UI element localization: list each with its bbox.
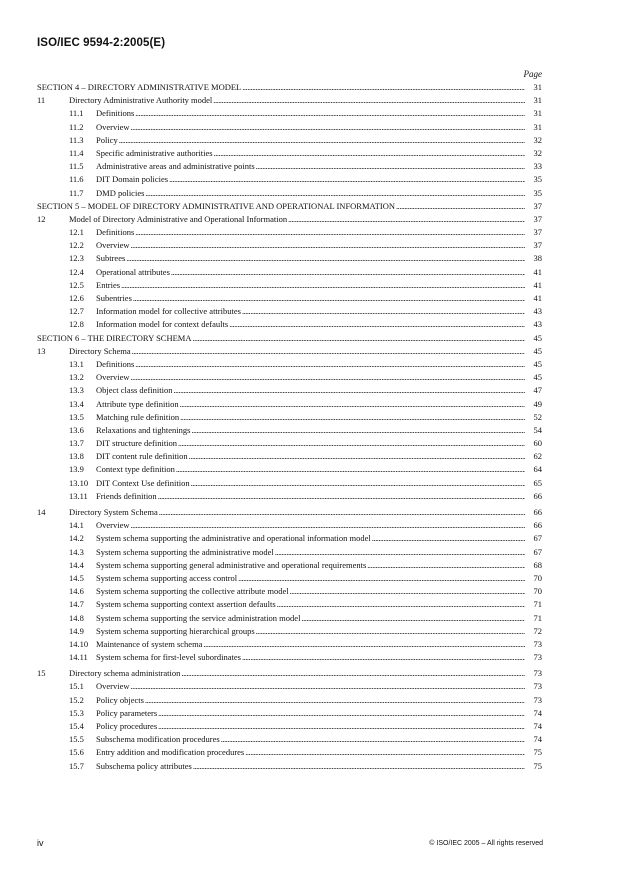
- toc-entry-title: Matching rule definition: [96, 411, 180, 422]
- toc-dot-leader: [396, 200, 525, 213]
- toc-entry-page: 49: [533, 398, 542, 409]
- toc-entry-title: DIT Context Use definition: [96, 477, 190, 488]
- toc-entry-number: 12.4: [69, 266, 84, 277]
- toc-entry-number: 12.3: [69, 253, 84, 264]
- toc-dot-leader: [180, 398, 525, 411]
- toc-entry-number: 15.6: [69, 747, 84, 758]
- toc-entry-title: DIT structure definition: [96, 438, 178, 449]
- toc-dot-leader: [135, 226, 525, 239]
- toc-subclause-entry[interactable]: [37, 733, 542, 746]
- toc-entry-number: 12.1: [69, 227, 84, 238]
- toc-entry-page: 45: [533, 358, 542, 369]
- toc-subclause-entry[interactable]: [37, 490, 542, 503]
- toc-entry-title: Operational attributes: [96, 266, 170, 277]
- toc-entry-title: Subschema policy attributes: [96, 760, 192, 771]
- toc-subclause-entry[interactable]: [37, 121, 542, 134]
- toc-entry-page: 73: [533, 681, 542, 692]
- toc-dot-leader: [132, 345, 525, 358]
- toc-subclause-entry[interactable]: [37, 424, 542, 437]
- toc-subclause-entry[interactable]: [37, 173, 542, 186]
- toc-entry-number: 11.3: [69, 134, 84, 145]
- toc-clause-entry[interactable]: [37, 506, 542, 519]
- toc-entry-page: 71: [533, 599, 542, 610]
- toc-entry-page: 66: [533, 507, 542, 517]
- toc-entry-number: 12.2: [69, 240, 84, 251]
- toc-entry-title: SECTION 4 – DIRECTORY ADMINISTRATIVE MODEL: [37, 82, 242, 92]
- toc-entry-number: 11.6: [69, 174, 84, 185]
- toc-entry-number: 13.7: [69, 438, 84, 449]
- toc-entry-title: Overview: [96, 372, 130, 383]
- toc-entry-number: 13.3: [69, 385, 84, 396]
- toc-entry-number: 15.7: [69, 760, 84, 771]
- toc-subclause-entry[interactable]: [37, 107, 542, 120]
- toc-dot-leader: [178, 437, 525, 450]
- toc-subclause-entry[interactable]: [37, 598, 542, 611]
- toc-subclause-entry[interactable]: [37, 147, 542, 160]
- toc-dot-leader: [131, 371, 525, 384]
- footer-copyright: © ISO/IEC 2005 – All rights reserved: [429, 840, 543, 847]
- toc-subclause-entry[interactable]: [37, 707, 542, 720]
- toc-entry-title: Model of Directory Administrative and Operational Information: [69, 213, 288, 224]
- toc-entry-page: 43: [533, 306, 542, 317]
- toc-subclause-entry[interactable]: [37, 694, 542, 707]
- toc-dot-leader: [169, 173, 525, 186]
- toc-entry-title: Entry addition and modification procedures: [96, 747, 245, 758]
- toc-dot-leader: [121, 279, 525, 292]
- toc-dot-leader: [256, 625, 525, 638]
- toc-dot-leader: [171, 266, 525, 279]
- toc-subclause-entry[interactable]: [37, 746, 542, 759]
- toc-entry-page: 37: [533, 200, 542, 211]
- toc-entry-title: Object class definition: [96, 385, 173, 396]
- toc-entry-number: 13.9: [69, 464, 84, 475]
- toc-dot-leader: [145, 187, 525, 200]
- toc-entry-page: 74: [533, 734, 542, 745]
- toc-clause-entry[interactable]: [37, 213, 542, 226]
- toc-subclause-entry[interactable]: [37, 463, 542, 476]
- toc-entry-title: Policy parameters: [96, 707, 158, 718]
- toc-entry-number: 13.2: [69, 372, 84, 383]
- toc-entry-title: System schema supporting the collective attribute model: [96, 586, 289, 597]
- toc-entry-page: 68: [533, 559, 542, 570]
- toc-entry-title: Attribute type definition: [96, 398, 179, 409]
- toc-entry-title: SECTION 6 – THE DIRECTORY SCHEMA: [37, 332, 192, 343]
- toc-entry-page: 70: [533, 572, 542, 583]
- toc-subclause-entry[interactable]: [37, 720, 542, 733]
- toc-dot-leader: [119, 134, 525, 147]
- toc-subclause-entry[interactable]: [37, 411, 542, 424]
- toc-dot-leader: [191, 477, 525, 490]
- toc-entry-title: Maintenance of system schema: [96, 638, 203, 649]
- toc-subclause-entry[interactable]: [37, 134, 542, 147]
- toc-subclause-entry[interactable]: [37, 398, 542, 411]
- toc-subclause-entry[interactable]: [37, 358, 542, 371]
- toc-dot-leader: [131, 121, 525, 134]
- toc-dot-leader: [191, 424, 525, 437]
- toc-entry-number: 14.8: [69, 612, 84, 623]
- toc-dot-leader: [131, 519, 525, 532]
- toc-entry-number: 12: [37, 213, 46, 224]
- toc-entry-number: 14.5: [69, 572, 84, 583]
- toc-entry-number: 11.5: [69, 161, 84, 172]
- toc-entry-page: 35: [533, 174, 542, 185]
- toc-clause-entry[interactable]: [37, 667, 542, 680]
- toc-entry-page: 72: [533, 625, 542, 636]
- toc-entry-title: Information model for context defaults: [96, 319, 229, 330]
- toc-entry-number: 13.8: [69, 451, 84, 462]
- toc-subclause-entry[interactable]: [37, 612, 542, 625]
- toc-entry-title: Context type definition: [96, 464, 175, 475]
- toc-entry-title: Directory Administrative Authority model: [69, 95, 213, 106]
- toc-entry-number: 13.11: [69, 490, 88, 501]
- toc-entry-page: 75: [533, 747, 542, 758]
- toc-entry-page: 37: [533, 213, 542, 224]
- toc-entry-page: 38: [533, 253, 542, 264]
- toc-dot-leader: [256, 160, 525, 173]
- toc-entry-title: Overview: [96, 240, 130, 251]
- toc-entry-page: 47: [533, 385, 542, 396]
- toc-dot-leader: [193, 760, 525, 773]
- toc-dot-leader: [173, 384, 525, 397]
- toc-clause-entry[interactable]: [37, 94, 542, 107]
- toc-entry-number: 15.3: [69, 707, 84, 718]
- toc-entry-title: System schema supporting the administrative model: [96, 546, 274, 557]
- toc-entry-page: 31: [533, 82, 542, 92]
- toc-entry-page: 66: [533, 520, 542, 531]
- toc-subclause-entry[interactable]: [37, 371, 542, 384]
- toc-subclause-entry[interactable]: [37, 477, 542, 490]
- toc-dot-leader: [158, 720, 525, 733]
- toc-entry-title: DIT Domain policies: [96, 174, 169, 185]
- toc-subclause-entry[interactable]: [37, 625, 542, 638]
- toc-entry-number: 15.2: [69, 694, 84, 705]
- toc-dot-leader: [301, 612, 525, 625]
- toc-entry-title: Policy objects: [96, 694, 144, 705]
- toc-entry-title: DIT content rule definition: [96, 451, 188, 462]
- toc-entry-page: 37: [533, 227, 542, 238]
- toc-entry-number: 11.4: [69, 147, 84, 158]
- toc-entry-page: 73: [533, 638, 542, 649]
- toc-entry-title: Policy: [96, 134, 118, 145]
- toc-subclause-entry[interactable]: [37, 450, 542, 463]
- toc-entry-page: 41: [533, 293, 542, 303]
- toc-entry-page: 65: [533, 477, 542, 488]
- toc-entry-title: Friends definition: [96, 490, 157, 501]
- toc-entry-number: 14.9: [69, 625, 84, 636]
- toc-entry-number: 14.7: [69, 599, 84, 610]
- toc-subclause-entry[interactable]: [37, 559, 542, 572]
- toc-entry-number: 14.10: [69, 638, 89, 649]
- toc-entry-title: Directory System Schema: [69, 507, 158, 517]
- toc-entry-number: 12.5: [69, 279, 84, 290]
- toc-entry-title: SECTION 5 – MODEL OF DIRECTORY ADMINISTRATIVE AND OPERATIONAL INFORMATION: [37, 200, 396, 211]
- toc-entry-number: 12.8: [69, 319, 84, 330]
- toc-entry-title: System schema supporting access control: [96, 572, 238, 583]
- toc-dot-leader: [131, 239, 525, 252]
- toc-entry-title: Policy procedures: [96, 721, 158, 731]
- toc-dot-leader: [126, 252, 525, 265]
- toc-entry-title: Information model for collective attributes: [96, 306, 241, 317]
- toc-dot-leader: [275, 546, 525, 559]
- toc-dot-leader: [372, 532, 525, 545]
- toc-entry-number: 11.2: [69, 121, 84, 132]
- toc-dot-leader: [189, 450, 525, 463]
- toc-dot-leader: [229, 318, 525, 331]
- toc-entry-title: Administrative areas and administrative points: [96, 161, 255, 172]
- toc-dot-leader: [277, 598, 525, 611]
- toc-entry-number: 11.7: [69, 187, 84, 198]
- document-id-header: ISO/IEC 9594-2:2005(E): [37, 37, 166, 49]
- toc-entry-page: 74: [533, 721, 542, 731]
- toc-entry-number: 13.4: [69, 398, 84, 409]
- toc-dot-leader: [133, 292, 525, 305]
- toc-entry-number: 13.5: [69, 411, 84, 422]
- toc-entry-title: System schema supporting context assertion defaults: [96, 599, 276, 610]
- toc-entry-title: System schema for first-level subordinates: [96, 652, 241, 663]
- toc-entry-page: 60: [533, 438, 542, 449]
- toc-entry-page: 31: [533, 95, 542, 106]
- toc-entry-page: 37: [533, 240, 542, 251]
- toc-entry-number: 11: [37, 95, 46, 106]
- toc-entry-title: Directory schema administration: [69, 668, 181, 679]
- toc-dot-leader: [221, 733, 525, 746]
- toc-dot-leader: [135, 107, 525, 120]
- toc-subclause-entry[interactable]: [37, 239, 542, 252]
- toc-entry-number: 13.10: [69, 477, 89, 488]
- toc-dot-leader: [367, 559, 525, 572]
- toc-dot-leader: [203, 638, 525, 651]
- toc-dot-leader: [145, 694, 525, 707]
- toc-entry-page: 67: [533, 533, 542, 544]
- toc-subclause-entry[interactable]: [37, 651, 542, 664]
- toc-subclause-entry[interactable]: [37, 187, 542, 200]
- toc-dot-leader: [242, 651, 525, 664]
- toc-dot-leader: [131, 680, 525, 693]
- page-column-label: Page: [523, 69, 542, 79]
- toc-entry-title: Subentries: [96, 293, 132, 303]
- toc-dot-leader: [180, 411, 525, 424]
- toc-dot-leader: [288, 213, 525, 226]
- toc-entry-title: Definitions: [96, 108, 135, 119]
- toc-entry-page: 32: [533, 147, 542, 158]
- toc-entry-page: 41: [533, 266, 542, 277]
- toc-section-entry[interactable]: [37, 332, 542, 345]
- toc-subclause-entry[interactable]: [37, 760, 542, 773]
- toc-subclause-entry[interactable]: [37, 384, 542, 397]
- toc-entry-page: 73: [533, 668, 542, 679]
- toc-entry-title: System schema supporting hierarchical groups: [96, 625, 255, 636]
- toc-dot-leader: [245, 746, 525, 759]
- toc-entry-number: 11.1: [69, 108, 84, 119]
- toc-entry-number: 13.6: [69, 424, 84, 435]
- table-of-contents: [37, 81, 542, 773]
- toc-entry-number: 14.6: [69, 586, 84, 597]
- toc-section-entry[interactable]: [37, 200, 542, 213]
- toc-dot-leader: [135, 358, 525, 371]
- toc-entry-number: 14.4: [69, 559, 84, 570]
- toc-entry-page: 35: [533, 187, 542, 198]
- toc-entry-page: 31: [533, 121, 542, 132]
- toc-entry-title: System schema supporting the service administration model: [96, 612, 301, 623]
- toc-dot-leader: [193, 332, 525, 345]
- toc-subclause-entry[interactable]: [37, 279, 542, 292]
- toc-subclause-entry[interactable]: [37, 266, 542, 279]
- toc-dot-leader: [213, 94, 525, 107]
- toc-entry-number: 15.4: [69, 721, 84, 731]
- toc-entry-page: 54: [533, 424, 542, 435]
- toc-entry-title: Directory Schema: [69, 345, 131, 356]
- toc-subclause-entry[interactable]: [37, 226, 542, 239]
- toc-dot-leader: [242, 305, 525, 318]
- toc-entry-page: 43: [533, 319, 542, 330]
- toc-entry-title: Overview: [96, 681, 130, 692]
- toc-subclause-entry[interactable]: [37, 572, 542, 585]
- toc-entry-page: 45: [533, 345, 542, 356]
- toc-entry-number: 14: [37, 507, 46, 517]
- toc-subclause-entry[interactable]: [37, 305, 542, 318]
- toc-entry-title: System schema supporting general administrative and operational requirements: [96, 559, 367, 570]
- toc-subclause-entry[interactable]: [37, 318, 542, 331]
- toc-entry-page: 52: [533, 411, 542, 422]
- toc-subclause-entry[interactable]: [37, 546, 542, 559]
- toc-entry-page: 71: [533, 612, 542, 623]
- toc-dot-leader: [242, 81, 525, 94]
- toc-entry-page: 45: [533, 372, 542, 383]
- toc-entry-page: 73: [533, 694, 542, 705]
- toc-entry-title: Specific administrative authorities: [96, 147, 213, 158]
- toc-dot-leader: [238, 572, 525, 585]
- toc-entry-page: 75: [533, 760, 542, 771]
- toc-entry-page: 67: [533, 546, 542, 557]
- toc-entry-number: 15: [37, 668, 46, 679]
- toc-dot-leader: [158, 707, 525, 720]
- toc-entry-number: 13: [37, 345, 46, 356]
- toc-entry-number: 14.1: [69, 520, 84, 531]
- toc-dot-leader: [214, 147, 525, 160]
- toc-entry-page: 70: [533, 586, 542, 597]
- toc-dot-leader: [176, 463, 525, 476]
- toc-entry-page: 66: [533, 490, 542, 501]
- toc-entry-number: 14.11: [69, 652, 88, 663]
- toc-dot-leader: [290, 585, 525, 598]
- toc-entry-number: 13.1: [69, 358, 84, 369]
- toc-entry-number: 14.3: [69, 546, 84, 557]
- toc-entry-title: Relaxations and tightenings: [96, 424, 191, 435]
- toc-entry-number: 12.7: [69, 306, 84, 317]
- toc-entry-page: 32: [533, 134, 542, 145]
- toc-entry-number: 12.6: [69, 293, 84, 303]
- toc-entry-number: 15.5: [69, 734, 84, 745]
- toc-dot-leader: [159, 506, 525, 519]
- toc-subclause-entry[interactable]: [37, 437, 542, 450]
- toc-entry-title: DMD policies: [96, 187, 145, 198]
- toc-entry-page: 33: [533, 161, 542, 172]
- toc-entry-number: 15.1: [69, 681, 84, 692]
- toc-subclause-entry[interactable]: [37, 519, 542, 532]
- toc-entry-page: 64: [533, 464, 542, 475]
- toc-entry-title: Subtrees: [96, 253, 126, 264]
- toc-clause-entry[interactable]: [37, 345, 542, 358]
- toc-section-entry[interactable]: [37, 81, 542, 94]
- toc-entry-page: 31: [533, 108, 542, 119]
- toc-entry-page: 45: [533, 332, 542, 343]
- toc-entry-page: 74: [533, 707, 542, 718]
- toc-dot-leader: [181, 667, 525, 680]
- toc-entry-title: Overview: [96, 121, 130, 132]
- toc-subclause-entry[interactable]: [37, 638, 542, 651]
- toc-entry-title: Entries: [96, 279, 121, 290]
- toc-subclause-entry[interactable]: [37, 252, 542, 265]
- toc-subclause-entry[interactable]: [37, 585, 542, 598]
- toc-entry-title: Overview: [96, 520, 130, 531]
- toc-entry-page: 62: [533, 451, 542, 462]
- toc-subclause-entry[interactable]: [37, 292, 542, 305]
- toc-entry-number: 14.2: [69, 533, 84, 544]
- toc-subclause-entry[interactable]: [37, 160, 542, 173]
- toc-entry-title: Definitions: [96, 227, 135, 238]
- toc-dot-leader: [158, 490, 525, 503]
- toc-entry-title: Subschema modification procedures: [96, 734, 220, 745]
- toc-entry-page: 41: [533, 279, 542, 290]
- toc-entry-title: Definitions: [96, 358, 135, 369]
- toc-entry-page: 73: [533, 652, 542, 663]
- toc-entry-title: System schema supporting the administrative and operational information model: [96, 533, 371, 544]
- toc-subclause-entry[interactable]: [37, 532, 542, 545]
- footer-page-number: iv: [37, 838, 44, 848]
- toc-subclause-entry[interactable]: [37, 680, 542, 693]
